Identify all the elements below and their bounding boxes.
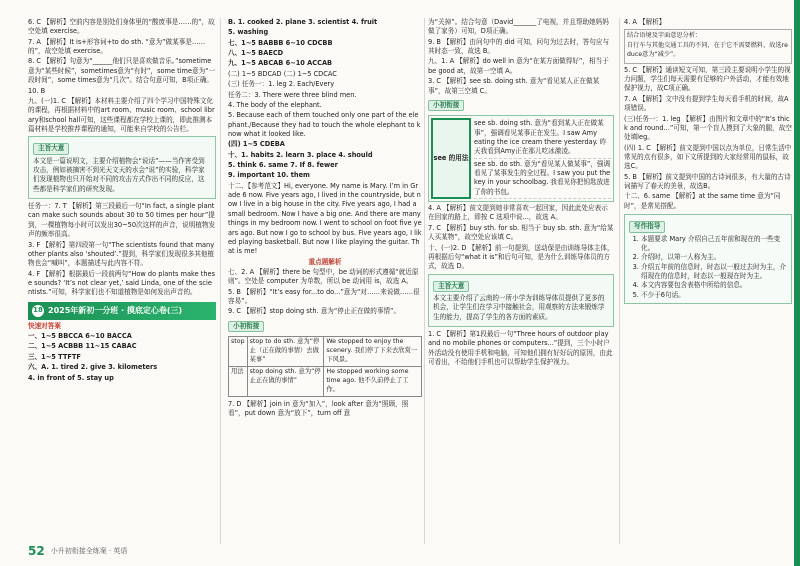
- page-edge-strip: [794, 0, 800, 566]
- answer-line: 7. A 【解析】文中没有提到学生每天看手机的时间，故A项错误。: [624, 94, 789, 113]
- quick-answer-line: 4. in front of 5. stay up: [28, 373, 114, 382]
- answer-line: 为“关掉”。结合句意（David_______了电视，并且帮助她妈妈做了家务）可知，D项正确。: [428, 18, 609, 36]
- answer-line: (四) 1. C 【解析】前文提到中国以点为单位，日常生活中常见的点有很多，如下文所提到的大家经常用的鼠标，故选C。: [624, 143, 792, 171]
- table-cell: He stopped working some time ago. 他不久前停止了工作。: [324, 366, 422, 396]
- answer-line: 5. Because each of them touched only one part of the elephant./Because they had to touch the whole elephant to know what it looked like.: [228, 111, 421, 138]
- answer-line: 7. C 【解析】buy sth. for sb. 相当于 buy sb. sth. 意为“给某人买某物”，故空处应该填 C。: [428, 223, 614, 242]
- writing-tip: 5. 不少于6句话。: [641, 291, 787, 300]
- column-divider: [220, 18, 221, 544]
- analysis-line: 9. C 【解析】stop doing sth. 意为“停止正在做的事情”。: [228, 307, 401, 316]
- answer-line: (四) 1~5 CDEBA: [228, 140, 285, 149]
- bridge-box-title: 小初衔接: [228, 321, 264, 332]
- diagram-center: see 的用法: [431, 118, 471, 199]
- main-idea-text: 本文是一篇说明文，主要介绍植物会“说话”——当作害受到攻击，例如被摘害不到光天文天的水会“说”的实验，科学家们发现植物也只开始对不同的攻击方式作出不同的反应，这些都是科学家们的研究发现。: [33, 156, 205, 193]
- table-row: [229, 337, 422, 367]
- main-idea-box: [28, 136, 216, 199]
- book-title: 小升初衔接全练案 · 英语: [50, 546, 128, 555]
- table-row: [229, 366, 422, 396]
- analysis-line: 7. D 【解析】join in 意为“加入”，look after 意为“照顾，照看”，put down 意为“放下”，turn off 意: [228, 399, 409, 418]
- answer-line: 6. C 【解析】空前内容是别处们身体里的“酸废事是……的”，故空处填 exercise。: [28, 18, 215, 36]
- answer-line: 3. C 【解析】see sb. doing sth. 意为“看见某人正在做某事”，故第三空填 C。: [428, 77, 600, 95]
- writing-guide-box: [624, 214, 792, 304]
- answer-line: 十、(一)2. D 【解析】前一句提到，送动保是由训练导体主体，再根据后句“what it is”和后句可知，是为什么训练导体员的方式，故选 D。: [428, 243, 614, 271]
- stop-usage-table: [228, 336, 422, 397]
- quick-answer-line: 六、A. 1. tired 2. give 3. kilometers: [28, 363, 158, 372]
- see-usage-diagram: [428, 115, 614, 202]
- section-title: 重点题解析: [308, 257, 342, 266]
- answer-line: 7. A 【解析】It is+形容词+to do sth. “意为”做某事是……的”，故空处填 exercise。: [28, 37, 206, 56]
- reasoning-note: [624, 29, 792, 63]
- writing-tip: 3. 介绍五年前的信息时，时态以一般过去时为主，介绍现在的信息时，时态以一般现在时为主。: [641, 263, 787, 282]
- answer-line: 4. A 【解析】: [624, 18, 666, 26]
- quick-answer-line: 三、1~5 TTFTF: [28, 352, 81, 361]
- writing-tip: 1. 本题要求 Mary 介绍自己五年前和现在的一些变化。: [641, 235, 787, 254]
- table-cell: stop: [229, 337, 248, 367]
- analysis-line: 5. B 【解析】“It’s easy for...to do...”意为“对……来说做……很容易”。: [228, 287, 420, 306]
- answer-line: B. 1. cooked 2. plane 3. scientist 4. fruit: [228, 18, 378, 26]
- writing-tip: 2. 介绍时，以第一人称为主。: [641, 253, 787, 262]
- answer-line: 8. C 【解析】句意为“______他们只是喜欢做音乐。”sometime意为“某些时候”，sometimes意为“有时”，some time意为“一段时间”，some times意为“几次”。结合句意可知，B项正确。: [28, 57, 216, 85]
- diagram-item: see sb. do sth. 意为“看见某人做某事”，强调看见了某事发生的全过程。I saw you put the key in your schoolbag. 我看见你把钥匙放进了你的书包。: [474, 159, 611, 199]
- main-idea-title: 主旨大意: [433, 281, 469, 292]
- answer-line: 4. The body of the elephant.: [228, 100, 322, 109]
- answer-line: 九、1. A 【解析】do well in 意为“在某方面做得好”，相当于 be good at，故第一空填 A。: [428, 57, 609, 75]
- answer-line: 9. B 【解析】由问句中的 did 可知，问句为过去时，答句应与其时态一致，故选 B。: [428, 37, 610, 56]
- answer-line: 九、(一)1. C 【解析】本材料主要介绍了四个学习中国特殊文化的课程，再根据材料中的art room、music room、school library和school hall可知，这些课程都在学校上课的，即此推测本篇材料是学校推荐课程的通知，可能来自学校的公告栏。: [28, 96, 215, 133]
- page-footer: [28, 543, 127, 560]
- answer-line: 1. C 【解析】第1段最后一句“Three hours of outdoor play and no mobile phones or computers...”提到，三个小时户外活动没有使用手机和电脑，可知他们拥有好好玩的原因，由此可看出，不给他们手机也可以帮助学生保护视力。: [428, 330, 613, 367]
- page-number: 52: [28, 543, 45, 558]
- answer-line: 5. washing: [228, 28, 269, 37]
- main-idea-box: [428, 274, 614, 327]
- answer-line: 9. important 10. them: [228, 171, 310, 180]
- column-divider: [424, 18, 425, 544]
- answer-line: 任务二：3. There were three blind men.: [228, 90, 357, 99]
- writing-tip: 4. 本文内容要包含表格中所给的信息。: [641, 281, 787, 290]
- quick-answer-title: 快速对答案: [28, 321, 61, 330]
- writing-guide-title: 写作指导: [629, 221, 665, 232]
- column-3: [428, 18, 614, 369]
- answer-line: (三)任务一：1. leg 【解析】由图片和文章中的“It’s thick and round...”可知，第一个盲人摸到了大象的腿，故空处填leg。: [624, 114, 792, 142]
- main-idea-text: 本文主要介绍了云南的一所小学为训练导体员提供了更多的机会，让学生们在学习中接触社会，用观察的方法来锻炼学生的能力，提高了学生的各方面的素质。: [433, 293, 605, 321]
- answer-line: 八、1~5 BAECD: [228, 49, 284, 58]
- answer-line: 九、1~5 ABCAB 6~10 ACCAB: [228, 59, 333, 68]
- answer-line: 5. think 6. same 7. If 8. fewer: [228, 161, 338, 170]
- note-text: 自行车与其他交通工具的不同，在于它不需要燃料，故选reduce意为“减少”。: [627, 42, 788, 58]
- column-1: [28, 18, 216, 384]
- answer-line: 七、1~5 BABBB 6~10 CDCBB: [228, 38, 333, 47]
- banner-number: 18: [32, 305, 44, 317]
- answer-line: 3. F 【解析】第四段第一句“The scientists found that many other plants also ‘shouted’.”提到，科学家们发现很多其他植物也会“喊叫”，本题描述与此内容不符。: [28, 240, 215, 268]
- diagram-item: see sb. doing sth. 意为“看到某人正在做某事”，强调看见某事正在发生。I saw Amy eating the ice cream there yesterday. 昨天我看到Amy正在那儿吃冰激凌。: [474, 118, 611, 158]
- column-2: [228, 18, 422, 419]
- section-banner: [28, 302, 216, 320]
- quick-answer-line: 一、1~5 BBCCA 6~10 BACCA: [28, 332, 132, 341]
- answer-line: 4. A 【解析】前文提到她非常喜欢一起回家，因此此处应表示在回家的路上，即按 C 选项中说...，故选 A。: [428, 204, 608, 222]
- table-cell: We stopped to enjoy the scenery. 我们停了下来去欣赏一下风景。: [324, 337, 422, 367]
- main-idea-title: 主旨大意: [33, 143, 69, 154]
- banner-title: 2025年新初一分班 · 摸底定心卷(三): [48, 306, 183, 316]
- answer-line: 任务一：7. T 【解析】第三段最后一句“In fact, a single plant can make such sounds about 30 to 50 times per hour”提到，一棵植物每小时可以发出30~50次这样的声音，说明植物发声的频率很高。: [28, 202, 216, 239]
- table-cell: 用法: [229, 366, 248, 396]
- table-cell: stop to do sth. 意为“停止（正在做的事情）去做某事”: [247, 337, 324, 367]
- answer-line: (三) 任务一：1. leg 2. Each/Every: [228, 80, 335, 89]
- answer-line: 十、1. habits 2. learn 3. place 4. should: [228, 150, 373, 159]
- sample-essay: 十二、【参考范文】Hi, everyone. My name is Mary. I’m in Grade 6 now. Five years ago, I lived in the countryside, but now I live in a big house in the city. Five years ago, I had a small bedroom. Now I have a big one. And there are many things in my bedroom now. I went to school on foot five years ago. But now I go to school by bus. Five years ago, I liked playing basketball. But now I like playing the guitar. That is me!: [228, 181, 422, 256]
- answer-line: 十二、6. same 【解析】at the same time 意为“同时”，是常见搭配。: [624, 192, 781, 210]
- answer-line: (二) 1~5 BDCAD (二) 1~5 CDCAC: [228, 69, 337, 78]
- column-divider: [619, 18, 620, 544]
- bridge-box-title: 小初衔接: [428, 100, 464, 111]
- answer-line: 5. C 【解析】通读短文可知，第三段主要说明小学生的视力问题，学生们每天需要有足够的户外活动，才能有效地保护视力，故C项正确。: [624, 65, 791, 93]
- note-title: 结合语境及字面意思分析：: [627, 32, 702, 40]
- column-4: [624, 18, 792, 307]
- quick-answer-line: 二、1~5 ACBBB 11~15 CABAC: [28, 342, 137, 351]
- table-cell: stop doing sth. 意为“停止正在做的事情”: [247, 366, 324, 396]
- answer-line: 10. B: [28, 86, 46, 95]
- analysis-line: 七、2. A 【解析】there be 句型中，be 动词的形式遵循“就近原则”。空处是 computer 为单数，所以 be 动词用 is，故选 A。: [228, 267, 419, 286]
- answer-line: 4. F 【解析】根据最后一段前两句“How do plants make these sounds? ‘It’s not clear yet,’ said Linda, one of the scientists.”可知，科学家们也不知道植物是如何发出声音的。: [28, 269, 216, 297]
- answer-line: 5. B 【解析】前文提到中国的古诗词很多，有大量的古诗词描写了春天的美景，故选B。: [624, 172, 791, 191]
